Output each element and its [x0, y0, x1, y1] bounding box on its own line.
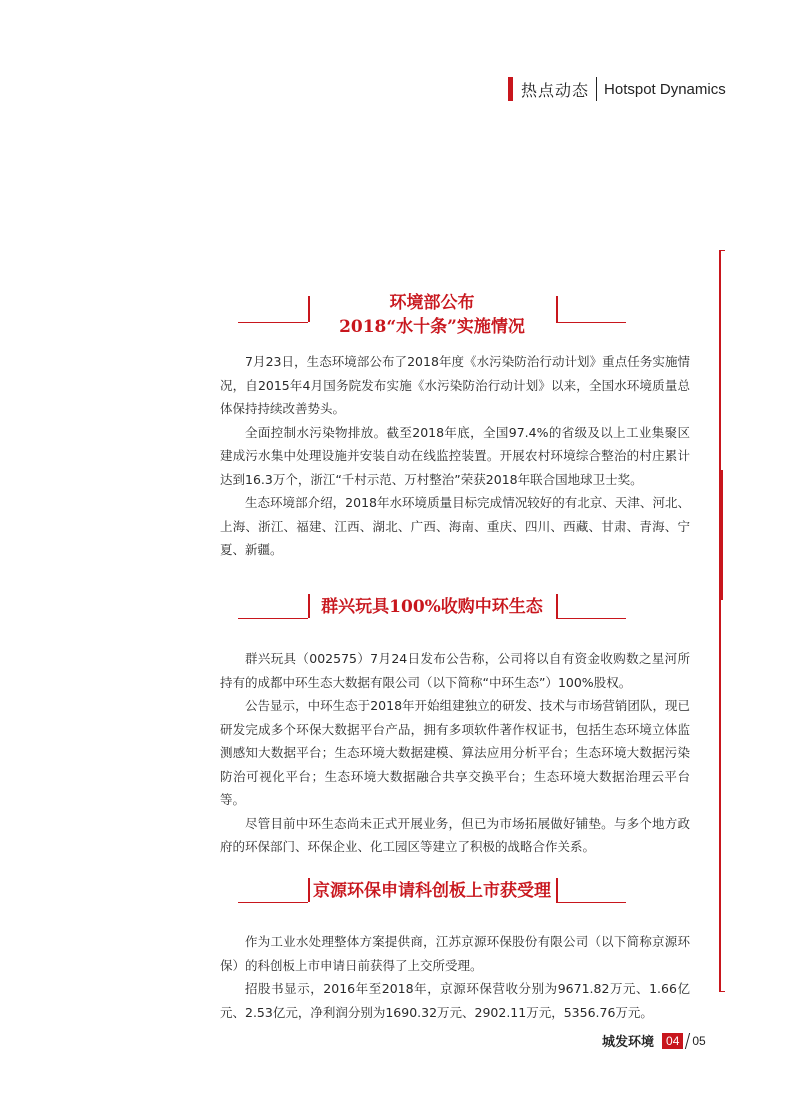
- header-accent-bar: [508, 77, 513, 101]
- page-number-next: 05: [692, 1033, 706, 1048]
- article-3-paragraph: 招股书显示，2016年至2018年，京源环保营收分别为9671.82万元、1.66亿元、2.53亿元，净利润分别为1690.32万元、2902.11万元，5356.76万元。: [220, 981, 690, 1020]
- section-title-en: Hotspot Dynamics: [604, 80, 726, 98]
- article-3-title-block: [238, 876, 626, 912]
- article-2-title-block: [238, 592, 626, 628]
- page-number-divider: [685, 1033, 690, 1049]
- article-1-body: [220, 350, 690, 562]
- section-title-zh: 热点动态: [521, 80, 590, 100]
- page-footer: [602, 1031, 706, 1050]
- article-3-body: [220, 930, 690, 1024]
- article-1-title-line1: 环境部公布: [389, 293, 475, 313]
- footer-brand: 城发环境: [602, 1035, 655, 1050]
- rule-tick: [719, 991, 725, 992]
- article-3-paragraph: 作为工业水处理整体方案提供商，江苏京源环保股份有限公司（以下简称京源环保）的科创板上市申请日前获得了上交所受理。: [220, 934, 690, 973]
- article-2-paragraph: 群兴玩具（002575）7月24日发布公告称，公司将以自有资金收购数之星河所持有的成都中环生态大数据有限公司（以下简称“中环生态”）100%股权。: [220, 651, 690, 690]
- article-2-paragraph: 尽管目前中环生态尚未正式开展业务，但已为市场拓展做好铺垫。与多个地方政府的环保部门、环保企业、化工园区等建立了积极的战略合作关系。: [220, 815, 690, 854]
- page-number-current: 04: [662, 1033, 683, 1049]
- article-2-title: 群兴玩具100%收购中环生态: [321, 597, 543, 617]
- page-header: [508, 74, 726, 104]
- article-1-paragraph: 全面控制水污染物排放。截至2018年底，全国97.4%的省级及以上工业集聚区建成污水集中处理设施并安装自动在线监控装置。开展农村环境综合整治的村庄累计达到16.3万个，浙江“千村示范、万村整治”荣获2018年联合国地球卫士奖。: [220, 424, 690, 487]
- rule-tick: [719, 250, 725, 251]
- article-2-body: [220, 647, 690, 859]
- header-divider: [596, 77, 597, 101]
- article-1-paragraph: 7月23日，生态环境部公布了2018年度《水污染防治行动计划》重点任务实施情况，自2015年4月国务院发布实施《水污染防治行动计划》以来，全国水环境质量总体保持持续改善势头。: [220, 354, 690, 416]
- article-3-title: 京源环保申请科创板上市获受理: [313, 881, 551, 901]
- right-margin-accent: [719, 470, 723, 600]
- article-2-paragraph: 公告显示，中环生态于2018年开始组建独立的研发、技术与市场营销团队，现已研发完成多个环保大数据平台产品，拥有多项软件著作权证书，包括生态环境立体监测感知大数据平台；生态环境大数据建模、算法应用分析平台；生态环境大数据污染防治可视化平台；生态环境大数据融合共享交换平台；生态环境大数据治理云平台等。: [220, 698, 690, 807]
- article-1-title-block: [238, 292, 626, 344]
- article-1-title-line2: 2018“水十条”实施情况: [339, 317, 525, 337]
- article-1-paragraph: 生态环境部介绍，2018年水环境质量目标完成情况较好的有北京、天津、河北、上海、浙江、福建、江西、湖北、广西、海南、重庆、四川、西藏、甘肃、青海、宁夏、新疆。: [220, 495, 690, 557]
- right-margin-rule: [719, 250, 721, 992]
